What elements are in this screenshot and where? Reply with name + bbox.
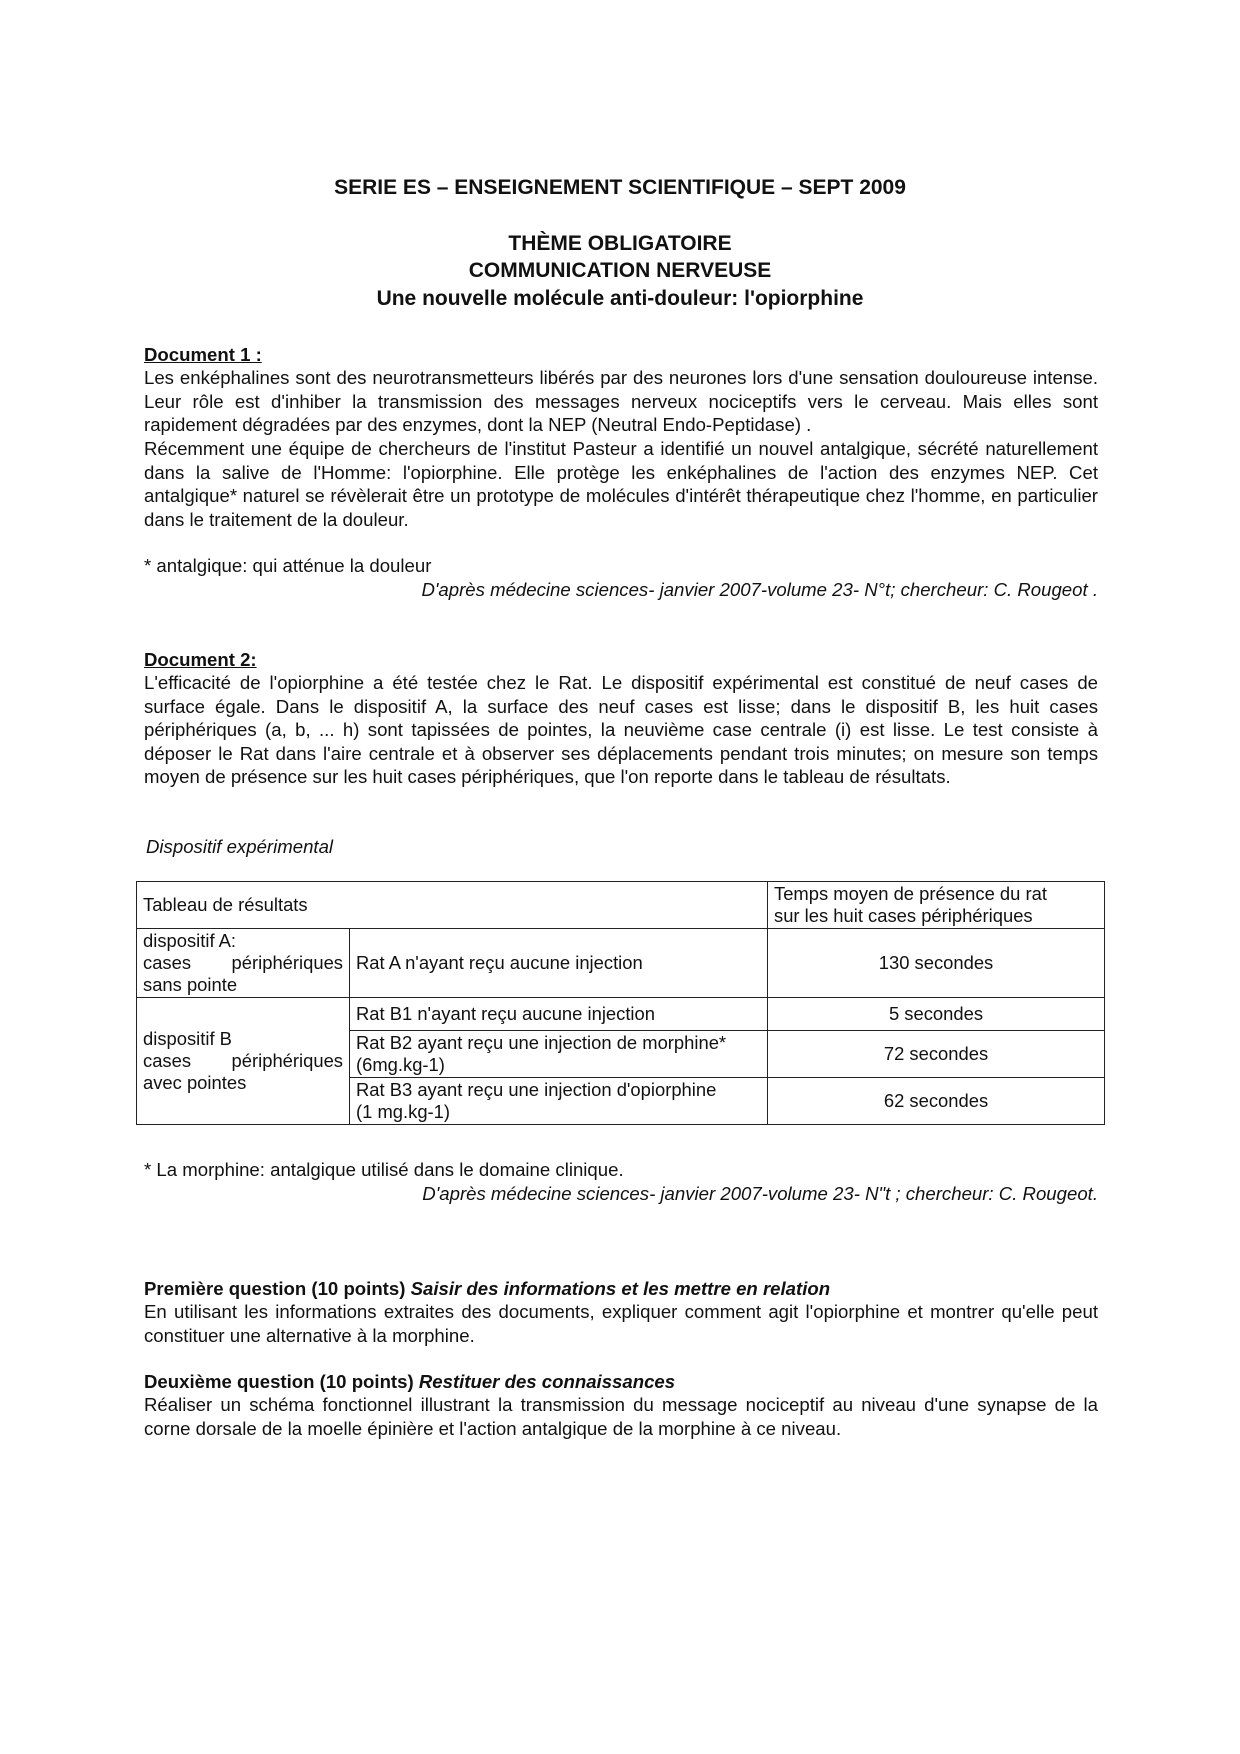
question-1-title: Première question (10 points) Saisir des informations et les mettre en relation [144,1278,831,1299]
row-value: 62 secondes [768,1078,1105,1125]
table-header-right: Temps moyen de présence du rat sur les huit cases périphériques [768,882,1105,929]
row-value: 72 secondes [768,1031,1105,1078]
table-row [137,998,1105,1031]
table-header-row [137,882,1105,929]
document-1-source: D'après médecine sciences- janvier 2007-volume 23- N°t; chercheur: C. Rougeot . [421,579,1098,600]
theme-title: THÈME OBLIGATOIRE [508,232,732,255]
question-2-text: Réaliser un schéma fonctionnel illustrant la transmission du message nociceptif au niveau d'une synapse de la corne dorsale de la moelle épinière et l'action antalgique de la morphine à ce niveau. [144,1394,1098,1439]
row-label: Rat A n'ayant reçu aucune injection [350,929,768,998]
figure-caption: Dispositif expérimental [146,836,334,857]
table-header-left: Tableau de résultats [137,882,768,929]
row-label: Rat B2 ayant reçu une injection de morphine* (6mg.kg-1) [350,1031,768,1078]
document-1-paragraph-1: Les enképhalines sont des neurotransmetteurs libérés par des neurones lors d'une sensation douloureuse intense. Leur rôle est d'inhiber la transmission des messages nerveux nociceptifs vers le cerveau. Mais elles sont rapidement dégradées par des enzymes, dont la NEP (Neutral Endo-Peptidase) . [144,367,1098,435]
results-table [136,881,1105,1125]
document-1-footnote: * antalgique: qui atténue la douleur [144,555,432,576]
group-a-cell: dispositif A: cases périphériques sans pointe [137,929,350,998]
question-1-text: En utilisant les informations extraites des documents, expliquer comment agit l'opiorphine et montrer qu'elle peut constituer une alternative à la morphine. [144,1301,1098,1346]
series-title: SERIE ES – ENSEIGNEMENT SCIENTIFIQUE – SEPT 2009 [334,176,906,199]
document-1-paragraph-2: Récemment une équipe de chercheurs de l'institut Pasteur a identifié un nouvel antalgique, sécrété naturellement dans la salive de l'Homme: l'opiorphine. Elle protège les enképhalines de l'action des enzymes NEP. Cet antalgique* naturel se révèlerait être un prototype de molécules d'intérêt thérapeutique chez l'homme, en particulier dans le traitement de la douleur. [144,438,1098,530]
document-2-footnote: * La morphine: antalgique utilisé dans le domaine clinique. [144,1159,624,1180]
page-subtitle: Une nouvelle molécule anti-douleur: l'opiorphine [376,287,864,310]
document-2-paragraph: L'efficacité de l'opiorphine a été testée chez le Rat. Le dispositif expérimental est constitué de neuf cases de surface égale. Dans le dispositif A, la surface des neuf cases est lisse; dans le dispositif B, les huit cases périphériques (a, b, ... h) sont tapissées de pointes, la neuvième case centrale (i) est lisse. Le test consiste à déposer le Rat dans l'aire centrale et à observer ses déplacements pendant trois minutes; on mesure son temps moyen de présence sur les huit cases périphériques, que l'on reporte dans le tableau de résultats. [144,672,1098,787]
row-label: Rat B3 ayant reçu une injection d'opiorphine (1 mg.kg-1) [350,1078,768,1125]
row-value: 130 secondes [768,929,1105,998]
document-2-heading: Document 2: [144,649,257,670]
question-1-skill: Saisir des informations et les mettre en relation [410,1278,831,1299]
document-2-source: D'après médecine sciences- janvier 2007-volume 23- N"t ; chercheur: C. Rougeot. [422,1183,1098,1204]
row-label: Rat B1 n'ayant reçu aucune injection [350,998,768,1031]
question-2-title: Deuxième question (10 points) Restituer des connaissances [144,1371,676,1392]
question-2-skill: Restituer des connaissances [418,1371,676,1392]
group-b-cell: dispositif B cases périphériques avec pointes [137,998,350,1125]
document-1-heading: Document 1 : [144,344,262,365]
subject-title: COMMUNICATION NERVEUSE [468,259,772,282]
row-value: 5 secondes [768,998,1105,1031]
table-row [137,929,1105,998]
